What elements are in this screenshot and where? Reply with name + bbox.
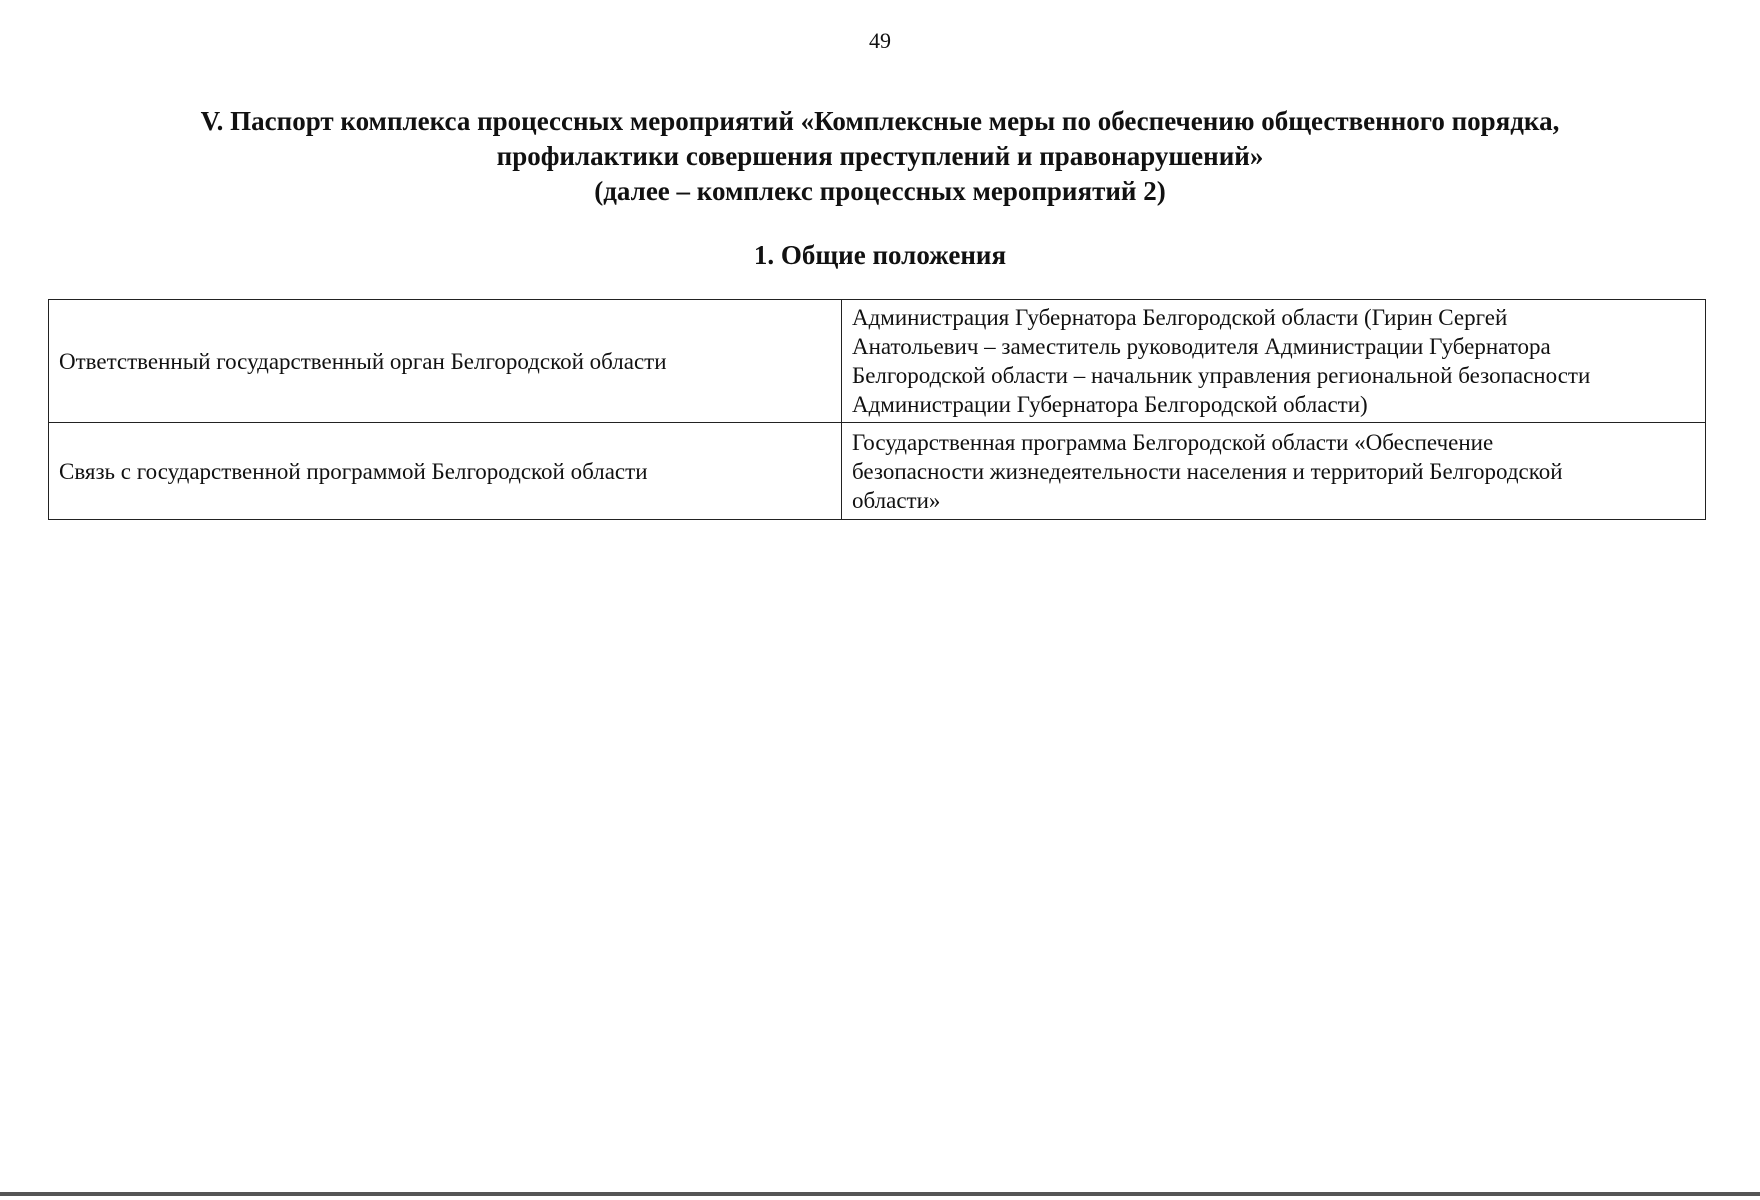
passport-table [48, 299, 1706, 520]
value-line: области» [852, 487, 941, 513]
document-title [80, 104, 1680, 209]
table-cell-value [842, 300, 1706, 423]
value-line: Анатольевич – заместитель руководителя Администрации Губернатора [852, 334, 1551, 359]
title-line-2: профилактики совершения преступлений и правонарушений» [496, 141, 1264, 171]
page-number: 49 [869, 28, 891, 53]
table-row [49, 423, 1706, 520]
table-cell-value [842, 423, 1706, 520]
table-row [49, 300, 1706, 423]
value-line: Администрация Губернатора Белгородской области (Гирин Сергей [852, 305, 1508, 330]
page-bottom-rule [0, 1192, 1760, 1196]
section-heading: 1. Общие положения [753, 240, 1007, 270]
value-line: Государственная программа Белгородской области «Обеспечение [852, 429, 1494, 455]
title-line-3: (далее – комплекс процессных мероприятий 2) [594, 176, 1166, 206]
value-line: Администрации Губернатора Белгородской области) [852, 392, 1368, 417]
title-line-1: V. Паспорт комплекса процессных мероприятий «Комплексные меры по обеспечению общественного порядка, [200, 106, 1560, 136]
table-cell-label: Связь с государственной программой Белгородской области [49, 423, 842, 520]
value-line: Белгородской области – начальник управления региональной безопасности [852, 363, 1591, 388]
table-cell-label: Ответственный государственный орган Белгородской области [49, 300, 842, 423]
value-line: безопасности жизнедеятельности населения и территорий Белгородской [852, 458, 1563, 484]
